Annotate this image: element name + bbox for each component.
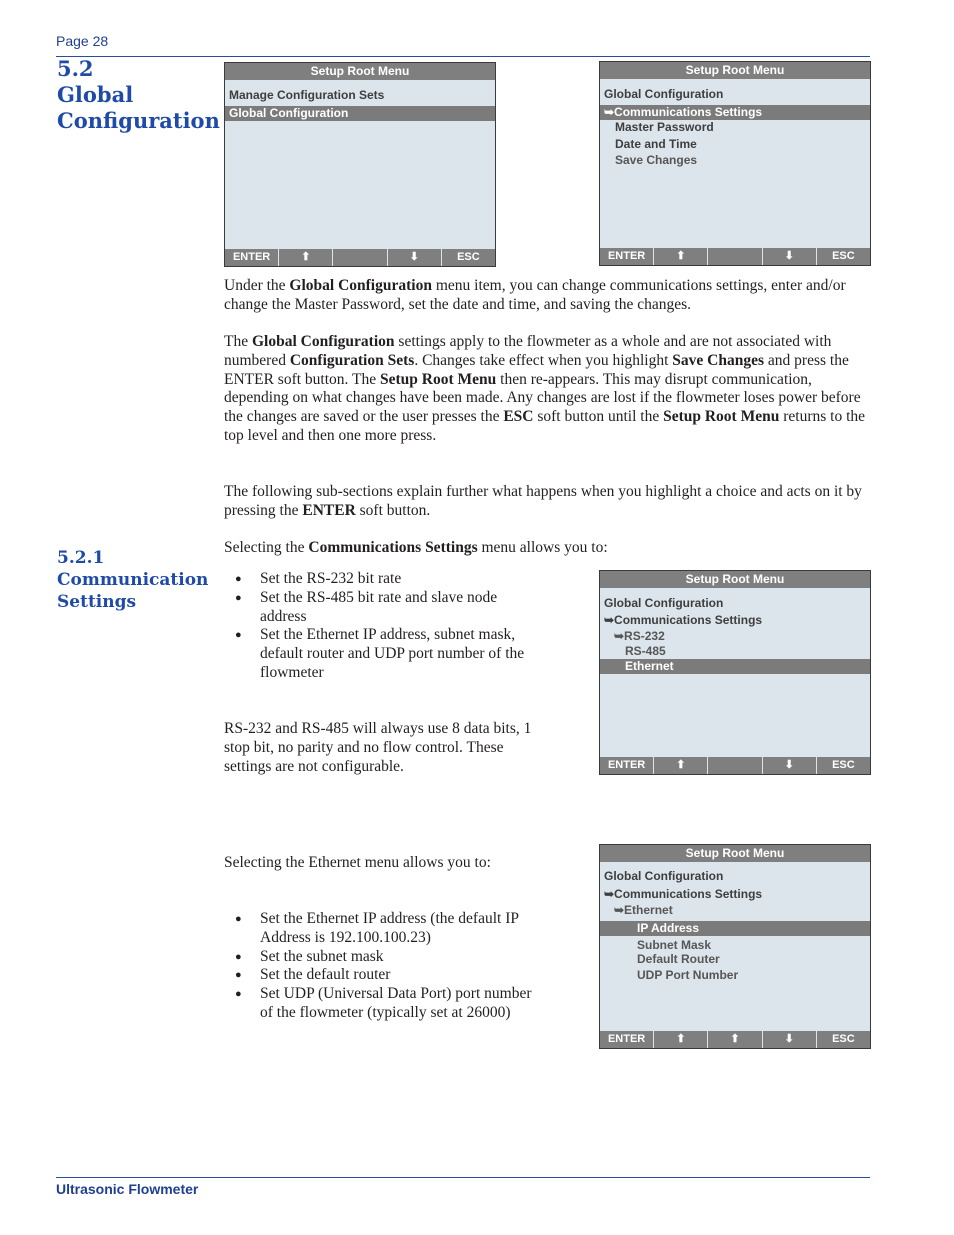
menu-item-save-changes: Save Changes — [615, 153, 698, 167]
footer-label: Ultrasonic Flowmeter — [56, 1181, 199, 1197]
lcd-screen-comm-settings — [599, 570, 871, 775]
list-item: ● Set UDP (Universal Data Port) port number of the flowmeter (typically set at 26000) — [224, 985, 544, 1023]
paragraph-global-config-intro: Under the Global Configuration menu item, you can change communications settings, enter and/or change the Master Password, set the date and time, and saving the changes. — [224, 277, 846, 313]
menu-item-comm-settings-selected: ➥Communications Settings — [600, 105, 870, 120]
ethernet-settings-list — [224, 910, 544, 1023]
menu-item-default-router: Default Router — [637, 952, 720, 966]
menu-item-ethernet: ➥Ethernet — [614, 903, 673, 917]
section-title-line2: Configuration — [57, 108, 220, 133]
paragraph-ethernet-intro: Selecting the Ethernet menu allows you to: — [224, 854, 491, 871]
enter-soft-button: ENTER — [600, 248, 654, 265]
menu-item-ip-address-selected: IP Address — [600, 921, 870, 936]
down-arrow-icon: ⬇ — [388, 249, 442, 266]
menu-item-global-config: Global Configuration — [604, 869, 724, 883]
soft-button-bar — [600, 248, 870, 265]
lcd-screen-ethernet — [599, 844, 871, 1049]
menu-item-rs232: ➥RS-232 — [614, 629, 665, 643]
esc-soft-button: ESC — [817, 248, 870, 265]
soft-button-bar — [225, 249, 495, 266]
soft-button-bar — [600, 1031, 870, 1048]
list-item: ● Set the RS-232 bit rate — [224, 570, 544, 589]
down-arrow-icon: ⬇ — [763, 1031, 817, 1048]
paragraph-subsections: The following sub-sections explain further what happens when you highlight a choice and acts on it by pressing the ENTER soft button. — [224, 483, 862, 519]
esc-soft-button: ESC — [442, 249, 495, 266]
menu-item-manage-config-sets: Manage Configuration Sets — [229, 88, 385, 102]
down-arrow-icon: ⬇ — [763, 757, 817, 774]
esc-soft-button: ESC — [817, 1031, 870, 1048]
screen-title: Setup Root Menu — [600, 845, 870, 862]
subsection-number: 5.2.1 — [57, 548, 105, 568]
menu-item-ethernet-selected: Ethernet — [600, 659, 870, 674]
list-item: ● Set the subnet mask — [224, 948, 544, 967]
menu-item-date-time: Date and Time — [615, 137, 697, 151]
enter-soft-button: ENTER — [225, 249, 279, 266]
subsection-title-line2: Settings — [57, 592, 137, 612]
list-item: ● Set the RS-485 bit rate and slave node address — [224, 589, 544, 627]
paragraph-global-config-details: The Global Configuration settings apply to the flowmeter as a whole and are not associated with numbered Configuration Sets. Changes take effect when you highlight Save Changes and press the ENTER soft button. The Setup Root Menu then re-appears. This may disrupt communication, depending on what changes have been made. Any changes are lost if the flowmeter loses power before the changes are saved or the user presses the ESC soft button until the Setup Root Menu returns to the top level and then one more press. — [224, 333, 866, 444]
comm-settings-list — [224, 570, 544, 683]
menu-item-comm-settings: ➥Communications Settings — [604, 613, 763, 627]
menu-item-rs485: RS-485 — [625, 644, 666, 658]
enter-soft-button: ENTER — [600, 757, 654, 774]
menu-item-subnet-mask: Subnet Mask — [637, 938, 712, 952]
page-number: Page 28 — [56, 33, 109, 49]
paragraph-comm-intro: Selecting the Communications Settings menu allows you to: — [224, 539, 608, 556]
enter-soft-button: ENTER — [600, 1031, 654, 1048]
section-number: 5.2 — [57, 56, 94, 81]
blank-soft-button — [708, 757, 762, 774]
paragraph-rs-note: RS-232 and RS-485 will always use 8 data bits, 1 stop bit, no parity and no flow control. These settings are not configurable. — [224, 720, 532, 775]
screen-title: Setup Root Menu — [600, 571, 870, 588]
soft-button-bar — [600, 757, 870, 774]
menu-item-global-config-selected: Global Configuration — [225, 106, 495, 121]
list-item: ● Set the Ethernet IP address (the default IP Address is 192.100.100.23) — [224, 910, 544, 948]
menu-item-global-config: Global Configuration — [604, 596, 724, 610]
screen-title: Setup Root Menu — [225, 63, 495, 80]
down-arrow-icon: ⬇ — [763, 248, 817, 265]
subsection-heading — [57, 547, 208, 613]
screen-title: Setup Root Menu — [600, 62, 870, 79]
menu-item-comm-settings: ➥Communications Settings — [604, 887, 763, 901]
list-item: ● Set the default router — [224, 966, 544, 985]
up-arrow-icon: ⬆ — [654, 1031, 708, 1048]
subsection-title-line1: Communication — [57, 570, 209, 590]
blank-soft-button — [333, 249, 387, 266]
up-arrow-icon: ⬆ — [708, 1031, 762, 1048]
menu-item-global-config: Global Configuration — [604, 87, 724, 101]
lcd-screen-global-config — [599, 61, 871, 266]
up-arrow-icon: ⬆ — [279, 249, 333, 266]
menu-item-udp-port: UDP Port Number — [637, 968, 739, 982]
list-item: ● Set the Ethernet IP address, subnet mask, default router and UDP port number of the flowmeter — [224, 626, 544, 682]
up-arrow-icon: ⬆ — [654, 757, 708, 774]
blank-soft-button — [708, 248, 762, 265]
section-title-line1: Global — [57, 82, 134, 107]
section-heading — [57, 56, 220, 134]
esc-soft-button: ESC — [817, 757, 870, 774]
up-arrow-icon: ⬆ — [654, 248, 708, 265]
menu-item-master-password: Master Password — [615, 120, 714, 134]
lcd-screen-setup-root — [224, 62, 496, 267]
footer-rule — [56, 1177, 870, 1178]
